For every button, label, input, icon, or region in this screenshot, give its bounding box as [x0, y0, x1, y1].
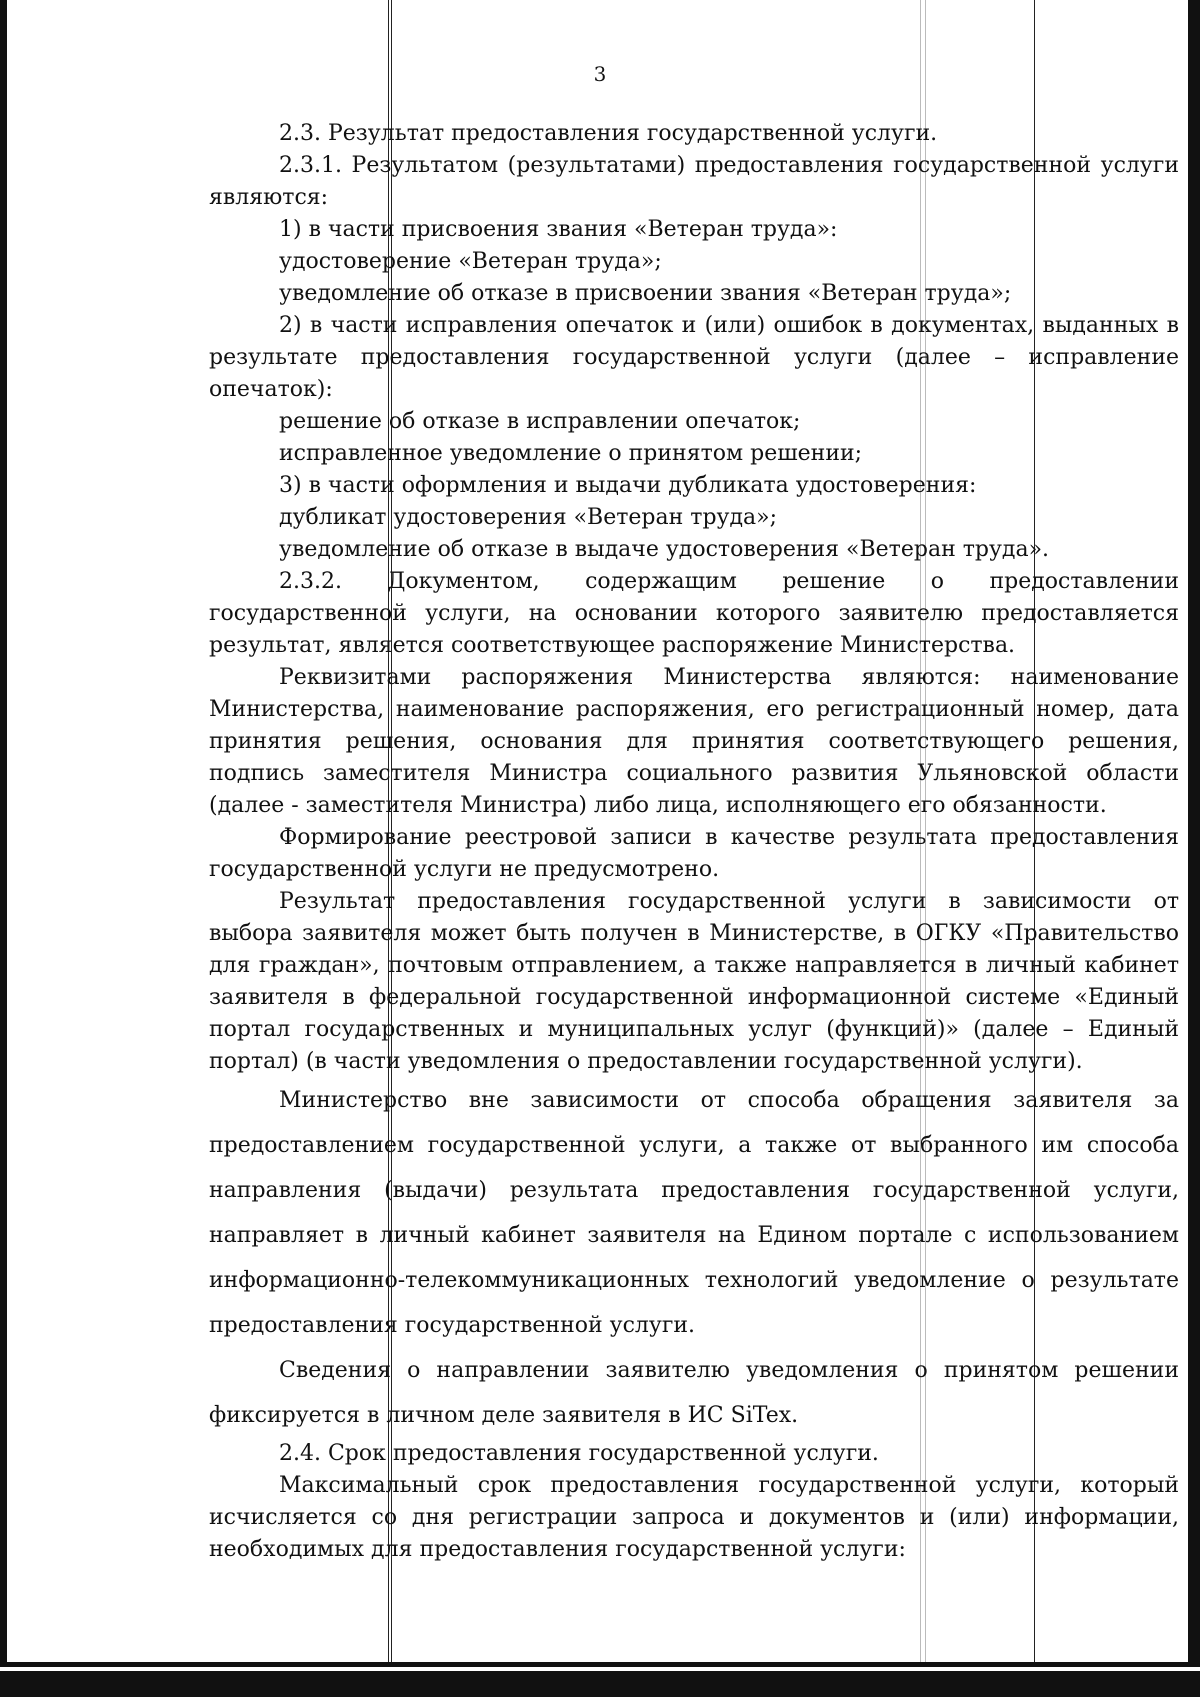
list-item: 3) в части оформления и выдачи дубликата удостоверения:	[279, 473, 977, 498]
paragraph: Результат предоставления государственной услуги в зависимости от выбора заявителя может быть получен в Министерстве, в ОГКУ «Правительство для граждан», почтовым отправлением, а также направляется в личный кабинет заявителя в федеральной государственной информационной системе «Единый портал государственных и муниципальных услуг (функций)» (далее – Единый портал) (в части уведомления о предоставлении государственной услуги).	[209, 889, 1179, 1074]
document-body	[209, 118, 1179, 1566]
section-heading: 2.3. Результат предоставления государственной услуги.	[279, 121, 938, 146]
list-item: 1) в части присвоения звания «Ветеран труда»:	[279, 217, 838, 242]
scan-border-right	[1188, 0, 1200, 1697]
list-item: удостоверение «Ветеран труда»;	[279, 249, 662, 274]
list-item: уведомление об отказе в выдаче удостоверения «Ветеран труда».	[279, 537, 1050, 562]
list-item: уведомление об отказе в присвоении звания «Ветеран труда»;	[279, 281, 1012, 306]
page-number: 3	[593, 62, 607, 86]
scan-border-left	[0, 0, 7, 1697]
scan-border-gap	[0, 1667, 1200, 1671]
paragraph: Сведения о направлении заявителю уведомления о принятом решении фиксируется в личном деле заявителя в ИС SiTex.	[209, 1358, 1179, 1428]
paragraph: Формирование реестровой записи в качестве результата предоставления государственной услуги не предусмотрено.	[209, 825, 1179, 882]
paragraph: Министерство вне зависимости от способа обращения заявителя за предоставлением государственной услуги, а также от выбранного им способа направления (выдачи) результата предоставления государственной услуги, направляет в личный кабинет заявителя на Едином портале с использованием информационно-телекоммуникационных технологий уведомление о результате предоставления государственной услуги.	[209, 1088, 1179, 1338]
paragraph: 2.3.1. Результатом (результатами) предоставления государственной услуги являются:	[209, 153, 1179, 210]
paragraph: Максимальный срок предоставления государственной услуги, который исчисляется со дня регистрации запроса и документов и (или) информации, необходимых для предоставления государственной услуги:	[209, 1473, 1179, 1562]
section-heading: 2.4. Срок предоставления государственной услуги.	[279, 1441, 879, 1466]
paragraph: 2.3.2. Документом, содержащим решение о предоставлении государственной услуги, на основании которого заявителю предоставляется результат, является соответствующее распоряжение Министерства.	[209, 569, 1179, 658]
paragraph: Реквизитами распоряжения Министерства являются: наименование Министерства, наименование распоряжения, его регистрационный номер, дата принятия решения, основания для принятия соответствующего решения, подпись заместителя Министра социального развития Ульяновской области (далее - заместителя Министра) либо лица, исполняющего его обязанности.	[209, 665, 1179, 818]
list-item: исправленное уведомление о принятом решении;	[279, 441, 863, 466]
list-item: дубликат удостоверения «Ветеран труда»;	[279, 505, 778, 530]
list-item: решение об отказе в исправлении опечаток;	[279, 409, 801, 434]
list-item: 2) в части исправления опечаток и (или) ошибок в документах, выданных в результате предоставления государственной услуги (далее – исправление опечаток):	[209, 313, 1179, 402]
